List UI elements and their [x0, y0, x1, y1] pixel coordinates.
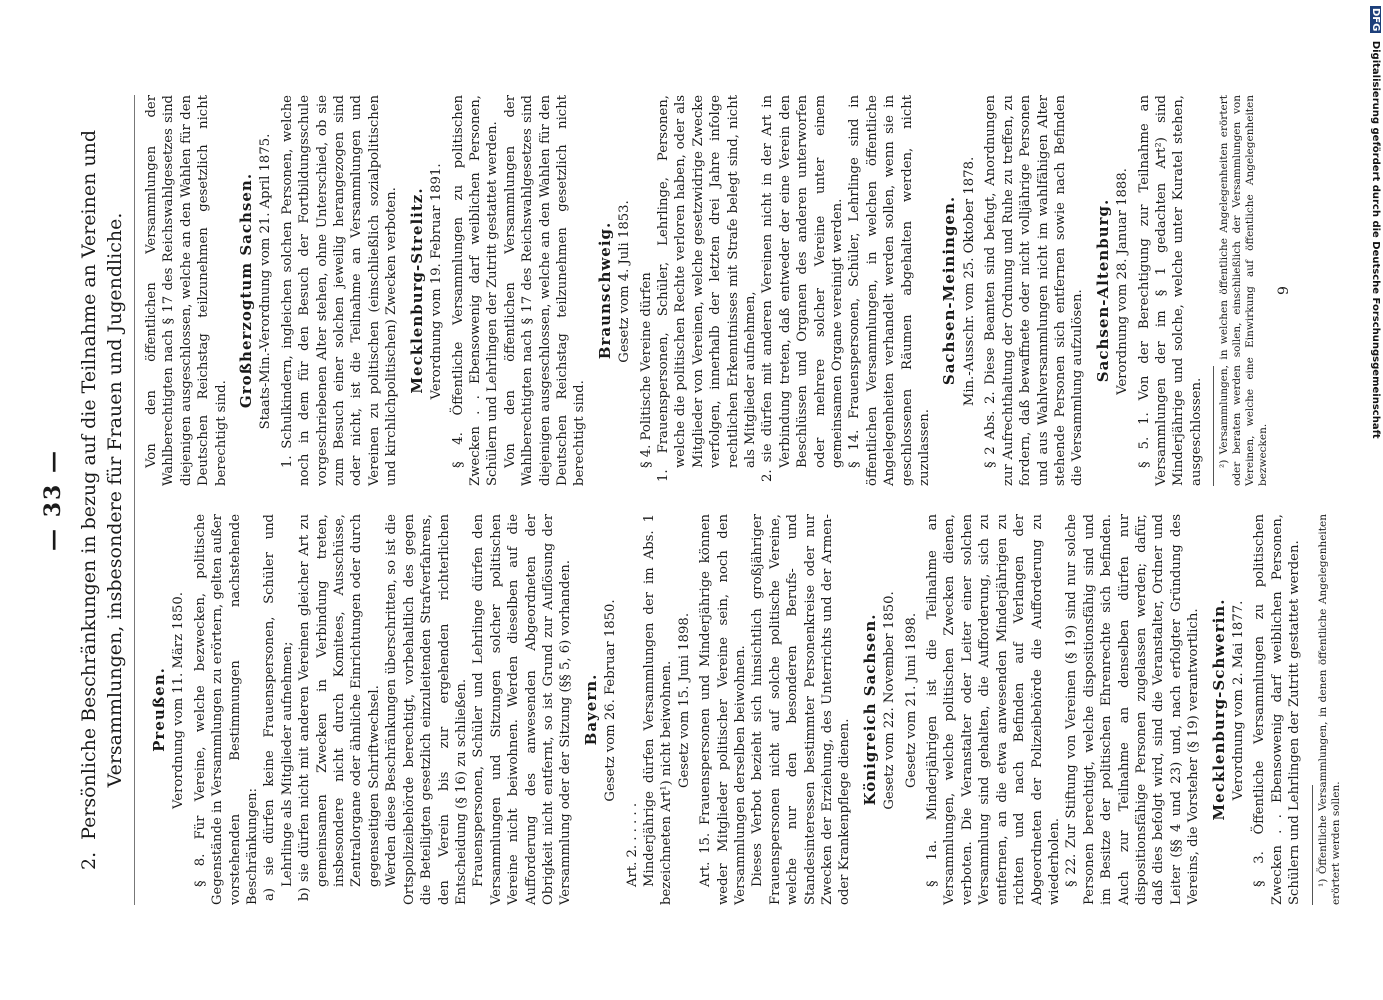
footnote-rule	[1312, 785, 1313, 905]
paragraph: Werden diese Beschränkungen überschritten, so ist die Ortspolizeibehörde berechtigt, vorbehaltlich des gegen die Beteiligten gesetzlich einzuleitenden Strafverfahrens, den Verein bis zur ergehenden richterlichen Entscheidung (§ 16) zu schließen.	[384, 514, 469, 905]
left-column	[143, 514, 1343, 905]
paragraph: 1. Frauenspersonen, Schüler, Lehrlinge, Personen, welche die politischen Rechte verloren haben, oder als Mitglieder von Vereinen, welche gesetzwidrige Zwecke verfolgen, innerhalb der letzten drei Jahre infolge rechtlichen Erkenntnisses mit Strafe belegt sind, nicht als Mitglieder aufnehmen,	[655, 95, 758, 482]
text-columns	[134, 95, 1343, 905]
footnote: ²) Versammlungen, in welchen öffentliche Angelegenheiten erörtert oder beraten werden sollen, einschließlich der Versammlungen von Vereinen, welche eine Einwirkung auf öffentliche Angelegenheiten bezwecken.	[1218, 95, 1270, 486]
meiningen-law: Min.-Ausschr. vom 25. Oktober 1878.	[961, 156, 977, 407]
paragraph: § 22. Zur Stiftung von Vereinen (§ 19) sind nur solche Personen berechtigt, welche dispositionsfähig sind und im Besitze der politischen Ehrenrechte sich befinden. Auch zur Teilnahme an denselben dürfen nur dispositionsfähige Personen zugelassen werden; dafür, daß dies befolgt wird, sind die Veranstalter, Ordner und Leiter (§§ 4 und 23) und, nach erfolgter Gründung des Vereins, die Vorsteher (§ 19) verantwortlich.	[1064, 514, 1202, 905]
paragraph: § 2 Abs. 2. Diese Beamten sind befugt, Anordnungen zur Aufrechthaltung der Ordnung und Ruhe zu treffen, zu fordern, daß bewaffnete oder nicht volljährige Personen und aus Wahlversammlungen nicht im wahlfähigen Alter stehende Personen sich entfernen sowie nach Befinden die Versammlung aufzulösen.	[983, 95, 1086, 486]
footnote-rule	[1213, 366, 1214, 486]
right-column	[143, 95, 1343, 486]
grandduchy-heading: Großherzogtum Sachsen.	[237, 172, 256, 409]
saxony-heading: Königreich Sachsen.	[860, 613, 879, 806]
paragraph: Art. 15. Frauenspersonen und Minderjährige können weder Mitglieder politischer Vereine sein, noch den Versammlungen derselben beiwohnen.	[698, 514, 748, 905]
paragraph: § 4. Öffentliche Versammlungen zu politischen Zwecken . . Ebensowenig darf weiblichen Personen, Schülern und Lehrlingen der Zutritt gestattet werden.	[450, 95, 501, 486]
footnote: ¹) Öffentliche Versammlungen, in denen öffentliche Angelegenheiten erörtert werden sollen.	[1316, 514, 1342, 905]
dfg-logo: DFG	[1370, 8, 1381, 32]
section-title	[76, 95, 128, 905]
bavaria-law: Gesetz vom 26. Februar 1850.	[603, 599, 619, 802]
grandduchy-law: Staats-Min.-Verordnung vom 21. April 1875.	[258, 133, 274, 430]
mecklenburg-law: Verordnung vom 2. Mai 1877.	[1230, 600, 1246, 801]
altenburg-law: Verordnung vom 28. Januar 1888.	[1115, 168, 1131, 395]
paragraph: § 8. Für Vereine, welche bezwecken, politische Gegenstände in Versammlungen zu erörtern, gelten außer vorstehenden Bestimmungen nachstehende Beschränkungen:	[192, 514, 261, 905]
paragraph: § 5. 1. Von der Berechtigung zur Teilnahme an Versammlungen der im § 1 gedachten Art²) sind Minderjährige und solche, welche unter Kuratel stehen, ausgeschlossen.	[1136, 95, 1204, 486]
section-title-text: Persönliche Beschränkungen in bezug auf die Teilnahme an Vereinen und Versammlungen, insbesondere für Frauen und Jugendliche.	[78, 130, 126, 840]
paragraph: § 4. Politische Vereine dürfen	[638, 272, 654, 468]
digitization-note	[1365, 6, 1381, 682]
paragraph: § 1a. Minderjährigen ist die Teilnahme an Versammlungen, welche politischen Zwecken dienen, verboten. Die Veranstalter oder Leiter einer solchen Versammlung sind gehalten, die Aufforderung, sich zu entfernen, an die etwa anwesenden Minderjährigen zu richten und nach Befinden auf Verlangen der Abgeordneten der Polizeibehörde die Aufforderung zu wiederholen.	[925, 514, 1062, 905]
strelitz-law: Verordnung vom 19. Februar 1891.	[429, 163, 445, 400]
page-number: — 33 —	[40, 449, 66, 551]
altenburg-heading: Sachsen-Altenburg.	[1093, 198, 1112, 383]
brunswick-heading: Braunschweig.	[595, 221, 614, 360]
paragraph: Von den öffentlichen Versammlungen der Wahlberechtigten nach § 17 des Reichswahlgesetzes sind diejenigen ausgeschlossen, welche an den Wahlen für den Deutschen Reichstag teilzunehmen gesetzlich nicht berechtigt sind.	[502, 95, 588, 486]
paragraph: Art. 2. . . . . .	[624, 802, 640, 887]
mecklenburg-heading: Mecklenburg-Schwerin.	[1209, 598, 1228, 821]
paragraph: § 3. Öffentliche Versammlungen zu politischen Zwecken . . Ebensowenig darf weiblichen Personen, Schülern und Lehrlingen der Zutritt gestattet werden.	[1252, 514, 1303, 905]
bavaria-law-2: Gesetz vom 15. Juni 1898.	[676, 612, 692, 789]
paragraph: b) sie dürfen nicht mit anderen Vereinen gleicher Art zu gemeinsamen Zwecken in Verbindung treten, insbesondere nicht durch Komitees, Ausschüsse, Zentralorgane oder ähnliche Einrichtungen oder durch gegenseitigen Schriftwechsel.	[297, 514, 382, 901]
paragraph: 2. sie dürfen mit anderen Vereinen nicht in der Art in Verbindung treten, daß entweder der eine Verein den Beschlüssen und Organen des anderen unterworfen oder mehrere solcher Vereine unter einem gemeinsamen Organe vereinigt werden.	[760, 95, 846, 482]
section-number: 2.	[78, 851, 100, 870]
paragraph: Von den öffentlichen Versammlungen der Wahlberechtigten nach § 17 des Reichswahlgesetzes sind diejenigen ausgeschlossen, welche an den Wahlen für den Deutschen Reichstag teilzunehmen gesetzlich nicht berechtigt sind.	[144, 95, 229, 486]
bavaria-heading: Bayern.	[581, 673, 600, 746]
paragraph: 1. Schulkindern, ingleichen solchen Personen, welche noch in dem für den Besuch der Fortbildungsschule vorgeschriebenen Alter stehen, ohne Unterschied, ob sie zum Besuch einer solchen jeweilig herangezogen sind oder nicht, ist die Teilnahme an Versammlungen und Vereinen zu politischen (einschließlich sozialpolitischen und kirchlichpolitischen) Zwecken verboten.	[279, 95, 400, 486]
paragraph: a) sie dürfen keine Frauenspersonen, Schüler und Lehrlinge als Mitglieder aufnehmen;	[262, 514, 295, 901]
signature-mark: 9	[1276, 286, 1293, 295]
paragraph: Frauenspersonen, Schüler und Lehrlinge dürfen den Versammlungen und Sitzungen solcher politischen Vereine nicht beiwohnen. Werden dieselben auf die Aufforderung des anwesenden Abgeordneten der Obrigkeit nicht entfernt, so ist Grund zur Auflösung der Versammlung oder der Sitzung (§§ 5, 6) vorhanden.	[471, 514, 574, 905]
digitization-text: Digitalisierung gefördert durch die Deutsche Forschungsgemeinschaft	[1370, 40, 1381, 439]
paragraph: Minderjährige dürfen Versammlungen der im Abs. 1 bezeichneten Art¹) nicht beiwohnen.	[641, 514, 675, 905]
paragraph: § 14. Frauenspersonen, Schüler, Lehrlinge sind in öffentlichen Versammlungen, in welchen öffentliche Angelegenheiten verhandelt werden sollen, wenn sie in geschlossenen Räumen abgehalten werden, nicht zuzulassen.	[847, 95, 933, 486]
strelitz-heading: Mecklenburg-Strelitz.	[407, 187, 426, 394]
prussia-heading: Preußen.	[150, 667, 168, 752]
brunswick-law: Gesetz vom 4. Juli 1853.	[617, 200, 633, 363]
paragraph: Dieses Verbot bezieht sich hinsichtlich großjähriger Frauenspersonen nicht auf solche politische Vereine, welche nur den besonderen Berufs- und Standesinteressen bestimmter Personenkreise oder nur Zwecken der Erziehung, des Unterrichts und der Armen- oder Krankenpflege dienen.	[750, 514, 853, 905]
meiningen-heading: Sachsen-Meiningen.	[940, 195, 959, 386]
saxony-law: Gesetz vom 22. November 1850.	[882, 591, 898, 810]
saxony-law-2: Gesetz vom 21. Juni 1898.	[903, 612, 919, 789]
prussia-law: Verordnung vom 11. März 1850.	[171, 591, 187, 810]
